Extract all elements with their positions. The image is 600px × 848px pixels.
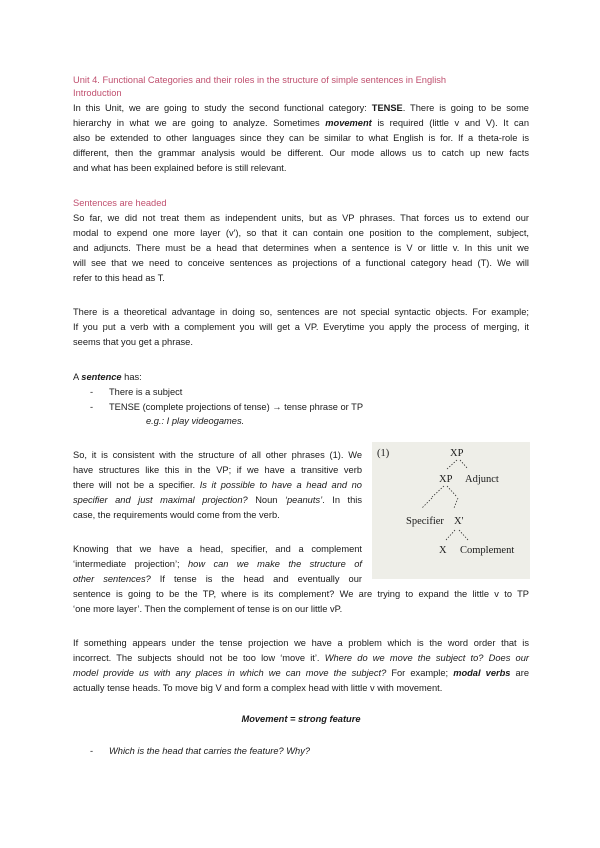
knowing-line-3: other sentences? If tense is the head and eventually our — [73, 574, 362, 584]
node-xp: XP — [439, 474, 453, 485]
advantage-line-3: seems that you get a phrase. — [73, 337, 193, 347]
branch-xbar-connector — [454, 498, 458, 508]
branch-xbar-right — [459, 530, 468, 540]
intro-line-1: In this Unit, we are going to study the second functional category: TENSE. There is going to be some — [73, 103, 529, 113]
knowing-line-2: ‘intermediate projection’; how can we make the structure of — [73, 559, 362, 569]
consistent-line-2: have structures like this in the VP; if we have a transitive verb — [73, 465, 362, 475]
unit-title: Unit 4. Functional Categories and their roles in the structure of simple sentences in English — [73, 75, 447, 85]
problem-line-3: model provide us with any places in which we can move the subject? For example; modal verbs are — [73, 668, 529, 678]
example-sentence: e.g.: I play videogames. — [146, 416, 245, 426]
knowing-line-1: Knowing that we have a head, specifier, and a complement — [73, 544, 362, 554]
advantage-line-1: There is a theoretical advantage in doing so, sentences are not special syntactic objects. For example; — [73, 307, 529, 317]
headed-line-3: and adjuncts. There must be a head that determines when a sentence is V or little v. In this unit we — [73, 243, 529, 253]
branch-spec-connector — [422, 498, 432, 508]
intro-line-3: also be extended to other languages since they can be similar to what English is for. If a theta-role is — [73, 133, 529, 143]
sentence-has-lead: A sentence has: — [73, 372, 142, 382]
branch-root-right — [460, 460, 468, 469]
consistent-line-4: specifier and just maximal projection? Noun ‘peanuts’. In this — [73, 495, 362, 505]
bullet-dash: - — [90, 387, 94, 397]
advantage-line-2: If you put a verb with a complement you will get a VP. Everytime you apply the process of merging, it — [73, 322, 529, 332]
intro-line-2: hierarchy in what we are going to analyze. Sometimes movement is required (little v and V). It can — [73, 118, 530, 128]
consistent-line-3: there will not be a specifier. Is it possible to have a head and no — [73, 480, 362, 490]
intro-line-4: different, then the grammar analysis would be different. Our mode allows us to catch up new facts — [73, 148, 529, 158]
headed-line-5: refer to this head as T. — [73, 273, 165, 283]
node-complement: Complement — [460, 545, 515, 556]
problem-line-1: If something appears under the tense projection we have a problem which is the word order that is — [73, 638, 529, 648]
bullet-dash: - — [90, 402, 94, 412]
question-dash: - — [90, 746, 94, 756]
node-adjunct: Adjunct — [465, 474, 499, 485]
problem-line-4: actually tense heads. To move big V and form a complex head with little v with movement. — [73, 683, 443, 693]
sentences-headed-heading: Sentences are headed — [73, 198, 167, 208]
bullet-tense: TENSE (complete projections of tense) → tense phrase or TP — [109, 402, 364, 412]
node-xp-root: XP — [450, 448, 464, 459]
branch-xp-right — [447, 486, 457, 497]
movement-heading: Movement = strong feature — [241, 714, 361, 724]
xbar-tree-diagram — [372, 442, 530, 579]
introduction-heading: Introduction — [73, 88, 122, 98]
question-text: Which is the head that carries the feature? Why? — [109, 746, 311, 756]
xbar-tree-figure — [372, 442, 530, 579]
problem-line-2: incorrect. The subjects should not be too low ‘move it’. Where do we move the subject to? Does our — [73, 653, 529, 663]
knowing-line-5: ‘one more layer’. Then the complement of tense is on our little vP. — [73, 604, 343, 614]
consistent-line-5: case, the requirements would come from the verb. — [73, 510, 280, 520]
node-specifier: Specifier — [406, 516, 444, 527]
figure-label: (1) — [377, 448, 390, 459]
node-xbar: X' — [454, 516, 464, 527]
consistent-line-1: So, it is consistent with the structure of all other phrases (1). We — [73, 450, 362, 460]
node-x: X — [439, 545, 447, 556]
branch-xbar-left — [446, 530, 455, 540]
headed-line-4: will see that we need to conceive sentences as projections of a functional category head (T). We will — [73, 258, 529, 268]
intro-line-5: and what has been explained before is still relevant. — [73, 163, 287, 173]
headed-line-2: modal to expend one more layer (v'), so that it can contain one position to the complement, subject, — [73, 228, 529, 238]
branch-root-left — [447, 460, 457, 469]
bullet-subject: There is a subject — [109, 387, 183, 397]
branch-xp-left — [432, 486, 444, 497]
knowing-line-4: sentence is going to be the TP, where is its complement? We are trying to expand the little v to TP — [73, 589, 529, 599]
headed-line-1: So far, we did not treat them as independent units, but as VP phrases. That forces us to extend our — [73, 213, 529, 223]
